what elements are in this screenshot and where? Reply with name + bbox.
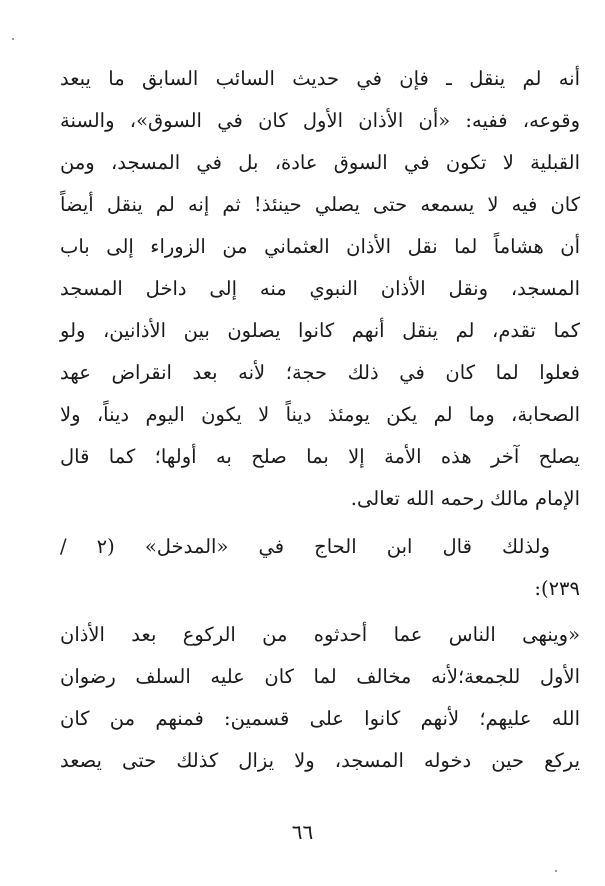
scan-speck bbox=[12, 38, 14, 40]
paragraph3-line-4: يركع حين دخوله المسجد، ولا يزال كذلك حتى يصعد bbox=[60, 749, 580, 772]
paragraph2-line-2: ٢٣٩): bbox=[534, 577, 580, 600]
paragraph1-line-7: كما تقدم، لم ينقل أنهم كانوا يصلون بين الأذانين، ولو bbox=[60, 319, 580, 342]
page-number: ٦٦ bbox=[291, 820, 314, 844]
paragraph1-line-2: وقوعه، ففيه: «أن الأذان الأول كان في السوق»، والسنة bbox=[60, 109, 580, 132]
paragraph1-line-1: أنه لم ينقل ـ فإن في حديث السائب السابق ما يبعد bbox=[60, 67, 580, 90]
paragraph3-line-3: الله عليهم؛ لأنهم كانوا على قسمين: فمنهم من كان bbox=[60, 707, 580, 730]
paragraph3-line-1: «وينهى الناس عما أحدثوه من الركوع بعد الأذان bbox=[60, 623, 580, 646]
paragraph1-line-4: كان فيه لا يسمعه حتى يصلي حينئذ! ثم إنه لم ينقل أيضاً bbox=[60, 193, 580, 216]
paragraph1-line-8: فعلوا لما كان في ذلك حجة؛ لأنه بعد انقراض عهد bbox=[60, 361, 580, 384]
paragraph1-line-11: الإمام مالك رحمه الله تعالى. bbox=[350, 487, 580, 510]
scan-speck bbox=[555, 870, 557, 872]
paragraph1-line-5: أن هشاماً لما نقل الأذان العثماني من الزوراء إلى باب bbox=[60, 235, 580, 258]
paragraph3-line-2: الأول للجمعة؛لأنه مخالف لما كان عليه السلف رضوان bbox=[60, 665, 580, 688]
paragraph2-line-1: ولذلك قال ابن الحاج في «المدخل» (٢ / bbox=[60, 535, 550, 558]
paragraph1-line-9: الصحابة، وما لم يكن يومئذ ديناً لا يكون اليوم ديناً، ولا bbox=[60, 403, 580, 426]
paragraph1-line-10: يصلح آخر هذه الأمة إلا بما صلح به أولها؛ كما قال bbox=[60, 445, 580, 468]
paragraph1-line-6: المسجد، ونقل الأذان النبوي منه إلى داخل المسجد bbox=[60, 277, 580, 300]
paragraph1-line-3: القبلية لا تكون في السوق عادة، بل في المسجد، ومن bbox=[60, 151, 580, 174]
